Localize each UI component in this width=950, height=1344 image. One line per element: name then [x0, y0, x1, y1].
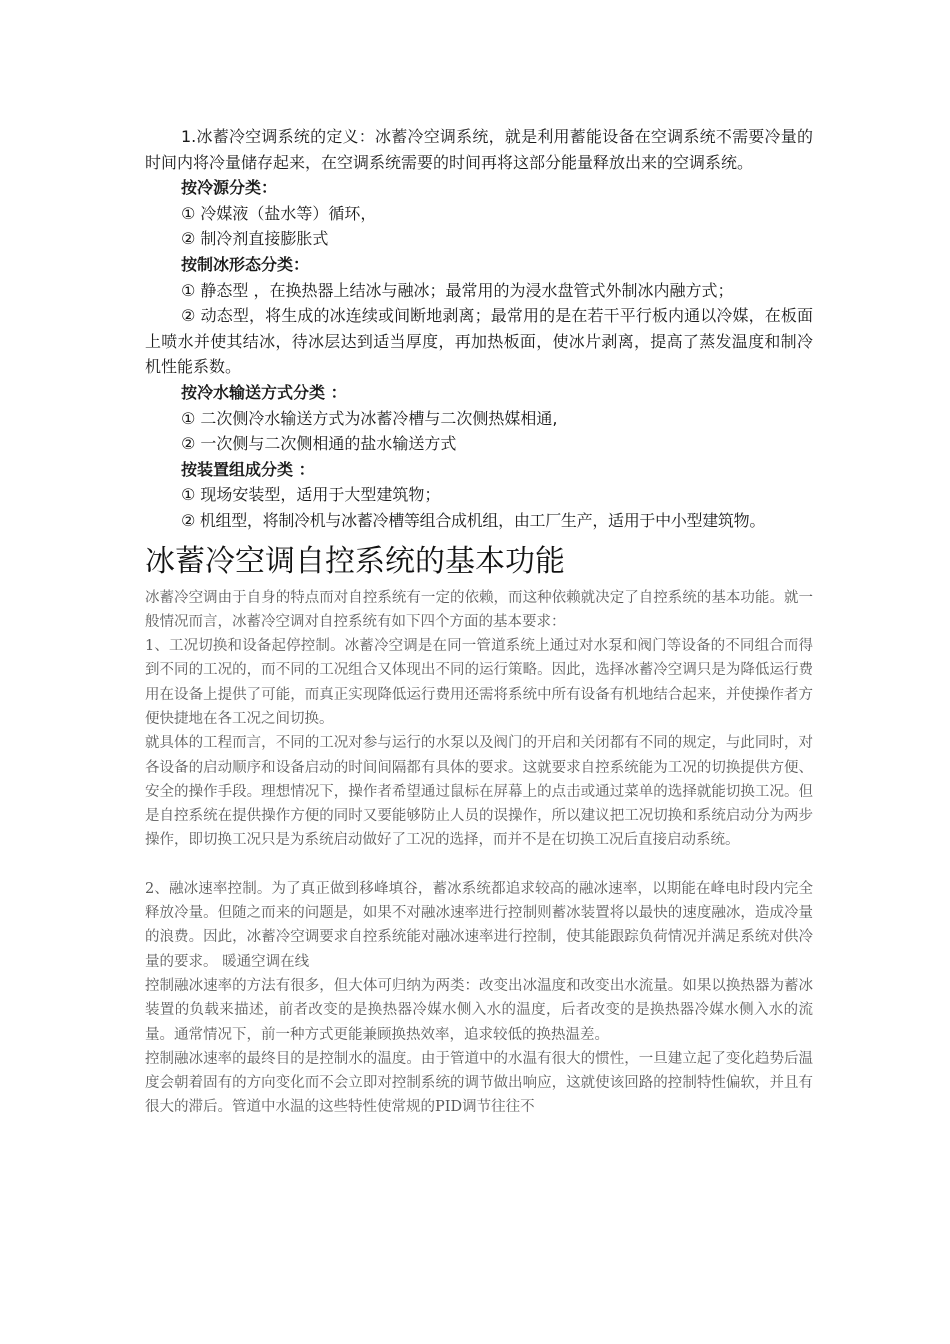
- cold-source-heading: 按冷源分类：: [181, 178, 278, 198]
- intro-paragraph: 冰蓄冷空调由于自身的特点而对自控系统有一定的依赖，而这种依赖就决定了自控系统的基本功能。就一般情况而言，冰蓄冷空调对自控系统有如下四个方面的基本要求：: [145, 589, 813, 630]
- chilled-water-heading: 按冷水输送方式分类 ：: [181, 382, 347, 402]
- ice-form-heading: 按制冰形态分类：: [181, 254, 310, 274]
- ice-melt-rate-paragraph: 2、融冰速率控制。为了真正做到移峰填谷，蓄冰系统都追求较高的融冰速率，以期能在峰电时段内完全释放冷量。但随之而来的问题是，如果不对融冰速率进行控制则蓄冰装置将以最快的速度融冰，造成冷量的浪费。因此，冰蓄冷空调要求自控系统能对融冰速率进行控制，使其能跟踪负荷情况并满足系统对供冷量的要求。 暖通空调在线: [145, 880, 813, 970]
- mode-switching-detail-paragraph: 就具体的工程而言，不同的工况对参与运行的水泵以及阀门的开启和关闭都有不同的规定，与此同时，对各设备的启动顺序和设备启动的时间间隔都有具体的要求。这就要求自控系统能为工况的切换提供方便、安全的操作手段。理想情况下，操作者希望通过鼠标在屏幕上的点击或通过菜单的选择就能切换工况。但是自控系统在提供操作方便的同时又要能够防止人员的误操作，所以建议把工况切换和系统启动分为两步操作，即切换工况只是为系统启动做好了工况的选择，而并不是在切换工况后直接启动系统。: [145, 735, 813, 849]
- section-title: 冰蓄冷空调自控系统的基本功能: [145, 543, 565, 579]
- chilled-water-item: ① 二次侧冷水输送方式为冰蓄冷槽与二次侧热媒相通,: [181, 408, 558, 428]
- ice-form-item-static: ① 静态型 ，在换热器上结冰与融冰；最常用的为浸水盘管式外制冰内融方式；: [181, 280, 734, 300]
- chilled-water-item: ② 一次侧与二次侧相通的盐水输送方式: [181, 434, 457, 454]
- cold-source-item: ② 制冷剂直接膨胀式: [181, 229, 329, 249]
- equipment-item: ② 机组型，将制冷机与冰蓄冷槽等组合成机组，由工厂生产，适用于中小型建筑物。: [181, 510, 766, 530]
- mode-switching-paragraph: 1、工况切换和设备起停控制。冰蓄冷空调是在同一管道系统上通过对水泵和阀门等设备的不同组合而得到不同的工况的，而不同的工况组合又体现出不同的运行策略。因此，选择冰蓄冷空调只是为降低运行费用在设备上提供了可能，而真正实现降低运行费用还需将系统中所有设备有机地结合起来，并使操作者方便快捷地在各工况之间切换。: [145, 638, 813, 727]
- document-page: [145, 124, 813, 1120]
- ice-form-item-dynamic: ② 动态型，将生成的冰连续或间断地剥离；最常用的是在若干平行板内通以冷媒，在板面上喷水并使其结冰，待冰层达到适当厚度，再加热板面，使冰片剥离，提高了蒸发温度和制冷机性能系数。: [145, 306, 813, 377]
- paragraph-gap: [145, 853, 813, 877]
- ice-melt-method-paragraph: 控制融冰速率的方法有很多，但大体可归纳为两类：改变出冰温度和改变出水流量。如果以换热器为蓄冰装置的负载来描述，前者改变的是换热器冷媒水侧入水的温度，后者改变的是换热器冷媒水侧入水的流量。通常情况下，前一种方式更能兼顾换热效率，追求较低的换热温差。: [145, 977, 813, 1043]
- equipment-item: ① 现场安装型，适用于大型建筑物；: [181, 485, 441, 505]
- definition-paragraph: 1.冰蓄冷空调系统的定义：冰蓄冷空调系统，就是利用蓄能设备在空调系统不需要冷量的时间内将冷量储存起来，在空调系统需要的时间再将这部分能量释放出来的空调系统。: [145, 127, 813, 172]
- cold-source-item: ① 冷媒液（盐水等）循环，: [181, 203, 377, 223]
- water-temperature-paragraph: 控制融冰速率的最终目的是控制水的温度。由于管道中的水温有很大的惯性，一旦建立起了变化趋势后温度会朝着固有的方向变化而不会立即对控制系统的调节做出响应，这就使该回路的控制特性偏软，并且有很大的滞后。管道中水温的这些特性使常规的PID调节往往不: [145, 1050, 813, 1116]
- equipment-heading: 按装置组成分类 ：: [181, 459, 315, 479]
